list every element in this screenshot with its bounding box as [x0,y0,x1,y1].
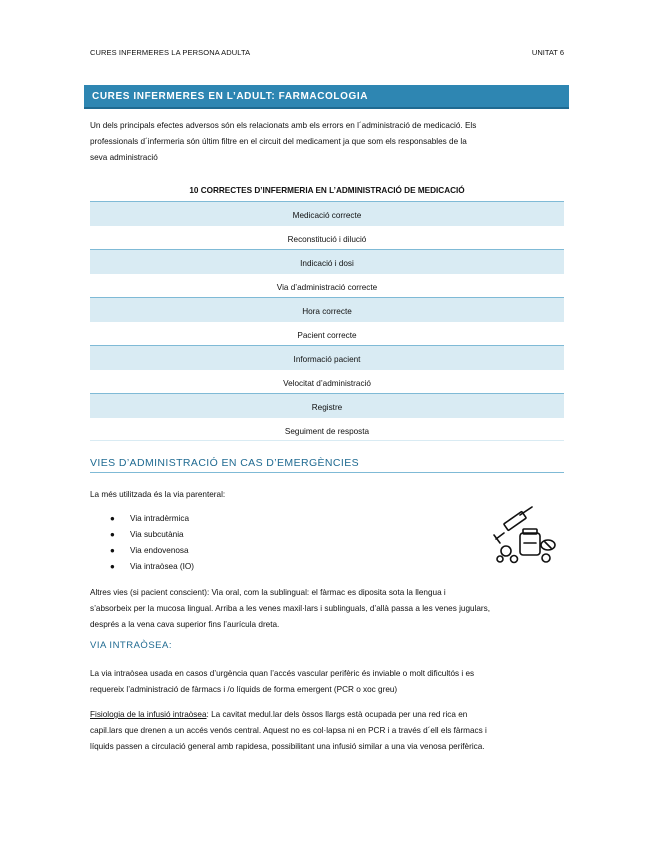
table-row: Indicació i dosi [90,249,564,273]
intro-line-1: Un dels principals efectes adversos són els relacionats amb els errors en l´administració de medicació. Els [90,121,477,130]
bullet-icon: ● [110,530,115,539]
io-paragraph-2-line-2: capil.lars que drenen a un accés venós central. Aquest no es col·lapsa ni en PCR i a través d´ell els fàrmacs i [90,726,487,735]
physiology-label: Fisiologia de la infusió intraòsea [90,710,207,719]
table-row: Medicació correcte [90,201,564,225]
table-row: Registre [90,393,564,417]
table-row: Via d’administració correcte [90,273,564,297]
list-item-label: Via subcutània [130,530,184,539]
medication-syringe-icon [490,505,560,565]
table-title: 10 CORRECTES D’INFERMERIA EN L’ADMINISTRACIÓ DE MEDICACIÓ [189,186,465,195]
list-item-label: Via intradèrmica [130,514,190,523]
header-document-title: CURES INFERMERES LA PERSONA ADULTA [90,48,251,57]
list-item [110,530,184,539]
io-paragraph-2-line-1 [90,707,560,723]
list-item [110,514,189,523]
physiology-text: : La cavitat medul.lar dels òssos llargs està ocupada per una red rica en [206,710,468,719]
table-row: Velocitat d’administració [90,369,564,393]
io-paragraph-2-line-3: líquids passen a circulació general amb rapidesa, possibilitant una infusió similar a una via venosa perifèrica. [90,742,485,751]
table-row: Reconstitució i dilució [90,225,564,249]
emergency-heading: VIES D’ADMINISTRACIÓ EN CAS D’EMERGÈNCIES [90,457,564,473]
bullet-icon: ● [110,562,115,571]
intraosseous-heading: VIA INTRAÒSEA: [90,640,172,651]
table-row: Hora correcte [90,297,564,321]
list-item [110,546,189,555]
io-paragraph-1-line-1: La via intraòsea usada en casos d’urgència quan l’accés vascular perifèric és inviable o molt dificultós i es [90,669,475,678]
io-paragraph-1-line-2: requereix l’administració de fàrmacs i /o líquids de forma emergent (PCR o xoc greu) [90,685,398,694]
list-item-label: Via endovenosa [130,546,189,555]
bullet-icon: ● [110,514,115,523]
other-routes-line-3: després a la vena cava superior fins l’aurícula dreta. [90,620,280,629]
section-banner [84,85,569,109]
other-routes-line-2: s’absorbeix per la mucosa lingual. Arriba a les venes maxil·lars i sublinguals, d’allà passa a les venes jugulars, [90,604,491,613]
table-row: Pacient correcte [90,321,564,345]
intro-line-3: seva administració [90,153,158,162]
table-row: Informació pacient [90,345,564,369]
header-unit-label: UNITAT 6 [531,48,564,57]
table-row: Seguiment de resposta [90,417,564,441]
list-item-label: Via intraòsea (IO) [130,562,195,571]
bullet-icon: ● [110,546,115,555]
list-item [110,562,194,571]
emergency-lead: La més utilitzada és la via parenteral: [90,490,226,499]
intro-line-2: professionals d´infermeria són últim filtre en el circuit del medicament ja que som els responsables de la [90,137,467,146]
other-routes-line-1: Altres vies (si pacient conscient): Via oral, com la sublingual: el fàrmac es diposita sota la llengua i [90,588,446,597]
banner-title: CURES INFERMERES EN L’ADULT: FARMACOLOGIA [92,91,369,102]
